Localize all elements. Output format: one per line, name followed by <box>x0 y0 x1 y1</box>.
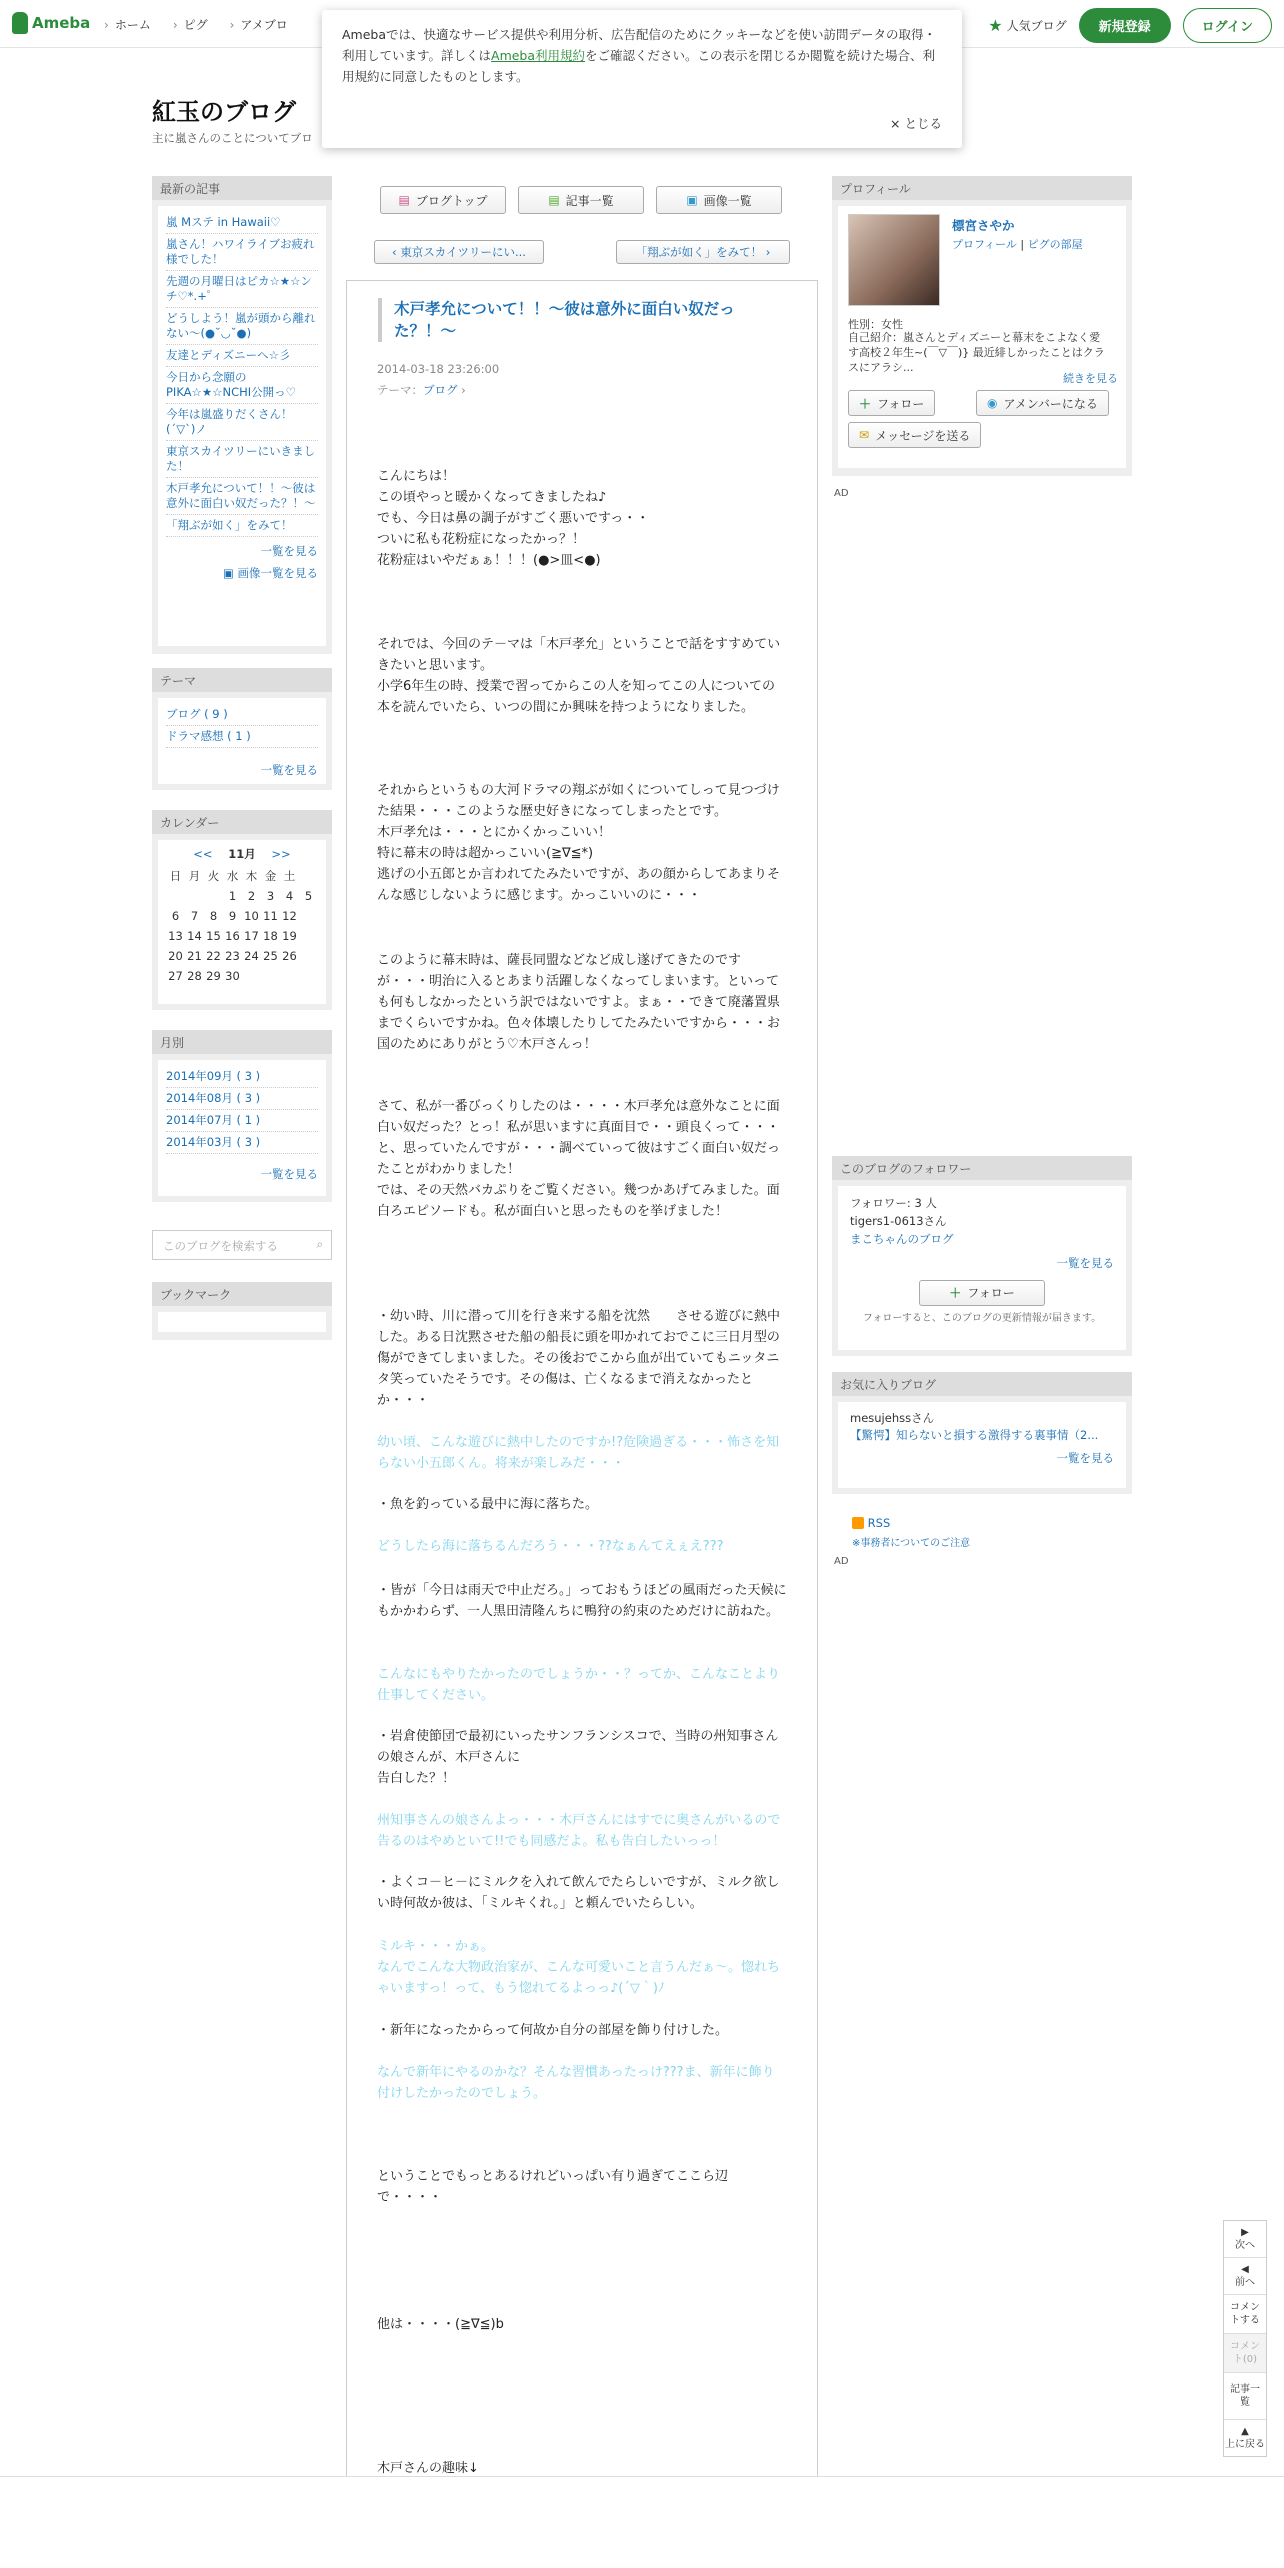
weekday: 火 <box>207 869 220 883</box>
cal-day: 16 <box>225 929 240 943</box>
float-comment-button[interactable]: コメントする <box>1224 2295 1266 2334</box>
month-link[interactable]: 2014年08月 ( 3 ) <box>166 1088 318 1110</box>
cal-day: 12 <box>282 909 297 923</box>
theme-link[interactable]: ブログ ( 9 ) <box>166 704 318 726</box>
article-paragraph: ・よくコ－ヒ－にミルクを入れて飲んでたらしいですが、ミルク欲しい時何故か彼は、「ミルキくれ。」と頼んでいたらしい。 <box>377 1875 780 1911</box>
follower-name: tigers1-0613さん <box>850 1214 947 1228</box>
cal-day <box>204 886 223 906</box>
article-comment: ミルキ・・・かぁ。 なんでこんな大物政治家が、こんな可愛いこと言うんだぁ～。惚れちゃいますっ！って、もう惚れてるよっっ♪(´▽｀)ﾉ <box>377 1939 781 1996</box>
weekday: 水 <box>226 869 239 883</box>
cal-day: 3 <box>266 889 275 903</box>
cal-day: 9 <box>228 909 237 923</box>
ameba-logo-icon <box>12 12 28 34</box>
blog-description: 主に嵐さんのことについてブロ <box>152 131 313 145</box>
follower-blog-link[interactable]: まこちゃんのブログ <box>850 1232 954 1246</box>
nav-links <box>104 16 288 33</box>
rss-label: RSS <box>867 1516 891 1530</box>
profile-box: プロフィール 標宮さやか プロフィール | ピグの部屋 性別：女性 自己紹介：嵐さんとディズニーと幕末をこよなく愛す高校２年生~(￣▽￣)} 最近緋しかったことはクラスにアラシ... 続きを見る ＋ フォロー ◉ アメンバーになる ✉ メッセージを送る <box>832 176 1132 476</box>
followers-heading: このブログのフォロワー <box>832 1156 1132 1180</box>
calendar-prev[interactable]: << <box>193 847 213 861</box>
float-article-list[interactable]: 記事一覧 <box>1224 2373 1266 2420</box>
arrow-up-icon: ▲ <box>1241 2426 1249 2437</box>
profile-more-link[interactable]: 続きを見る <box>1063 372 1118 385</box>
monthly-heading: 月別 <box>152 1030 332 1054</box>
article-comment: なんで新年にやるのかな？そんな習慣あったっけ???ま、新年に飾り付けしたかったのでしょう。 <box>377 2065 775 2101</box>
article-paragraph: ・魚を釣っている最中に海に落ちた。 <box>377 1497 599 1512</box>
prev-article-button[interactable] <box>374 240 544 264</box>
pig-room-link[interactable]: ピグの部屋 <box>1027 238 1083 251</box>
tab-image-list[interactable] <box>656 186 782 214</box>
cal-day: 21 <box>187 949 202 963</box>
cal-day: 1 <box>228 889 237 903</box>
cal-day: 6 <box>171 909 180 923</box>
next-article-button[interactable] <box>616 240 790 264</box>
ad-label: AD <box>834 488 849 499</box>
favorite-user: mesujehssさん <box>850 1411 935 1425</box>
float-next-label: 次へ <box>1235 2240 1255 2251</box>
follow-note: フォローすると、このブログの更新情報が届きます。 <box>862 1313 1102 1324</box>
floating-nav <box>1223 2220 1267 2457</box>
recent-article-link[interactable]: 東京スカイツリーにいきました！ <box>166 441 318 478</box>
message-label: メッセージを送る <box>875 428 971 443</box>
cal-day <box>166 886 185 906</box>
rss-note-link[interactable]: ※事務者についてのご注意 <box>852 1538 971 1549</box>
recent-article-link[interactable]: 嵐さん！ハワイライブお疲れ様でした！ <box>166 234 318 271</box>
calendar-weekdays <box>166 866 318 886</box>
cal-day <box>261 966 280 986</box>
recent-article-link[interactable]: 友達とディズニーへ☆彡 <box>166 345 318 367</box>
nav-right <box>988 8 1272 43</box>
chevron-right-icon: › <box>762 245 771 259</box>
next-article-label: 「翔ぶが如く」をみて！ <box>635 245 763 259</box>
theme-more-link[interactable]: 一覧を見る <box>260 763 318 777</box>
nav-link-ameblo[interactable]: › アメブロ <box>230 16 288 33</box>
weekday: 月 <box>188 869 201 883</box>
month-link[interactable]: 2014年03月 ( 3 ) <box>166 1132 318 1154</box>
tab-article-list[interactable] <box>518 186 644 214</box>
cal-day: 22 <box>206 949 221 963</box>
article-paragraph: さて、私が一番びっくりしたのは・・・・木戸孝允は意外なことに面白い奴だった？とっ！私が思いますに真面目で・・頭良くって・・・と、思っていたんですが・・・調べていって彼はすごく面白い奴だったことがわかりました！ では、その天然バカぷりをご覧ください。幾つかあげてみました。面白ろエピソードも。私が面白いと思ったものを挙げました！ <box>377 1099 781 1219</box>
profile-gender: 性別：女性 <box>848 318 903 331</box>
cal-day: 27 <box>168 969 183 983</box>
popular-blog-link[interactable] <box>988 16 1066 35</box>
profile-name[interactable]: 標宮さやか <box>952 218 1015 233</box>
profile-intro: 自己紹介：嵐さんとディズニーと幕末をこよなく愛す高校２年生~(￣▽￣)} 最近緋しかったことはクラスにアラシ... <box>848 331 1105 374</box>
calendar-box <box>152 810 332 1010</box>
cal-day: 5 <box>304 889 313 903</box>
calendar-month: 11月 <box>228 847 256 861</box>
amember-button[interactable] <box>976 390 1109 416</box>
cal-day: 17 <box>244 929 259 943</box>
cal-day: 25 <box>263 949 278 963</box>
float-prev-label: 前へ <box>1235 2277 1255 2288</box>
cal-day: 24 <box>244 949 259 963</box>
recent-articles-box <box>152 176 332 654</box>
cal-day: 7 <box>190 909 199 923</box>
calendar-heading: カレンダー <box>152 810 332 834</box>
article-paragraph: こんにちは！ この頃やっと暖かくなってきましたね♪ でも、今日は鼻の調子がすごく悪いですっ・・ ついに私も花粉症になったかっ？！ 花粉症はいやだぁぁ！！！(●>皿<●) <box>377 469 650 568</box>
cal-day: 2 <box>247 889 256 903</box>
image-list-icon: ▣ <box>686 193 698 207</box>
float-top-label: 上に戻る <box>1225 2439 1265 2450</box>
cal-day <box>280 966 299 986</box>
float-prev-button[interactable] <box>1224 2258 1266 2295</box>
monthly-archive-box <box>152 1030 332 1202</box>
favorites-heading: お気に入りブログ <box>832 1372 1132 1396</box>
follow-button-2[interactable] <box>919 1280 1045 1306</box>
float-comment-count: コメント(0) <box>1224 2334 1266 2373</box>
plus-icon: ＋ <box>859 396 872 411</box>
cookie-text: Amebaでは、快適なサービス提供や利用分析、広告配信のためにクッキーなどを使い訪問データの取得・利用しています。詳しくは <box>342 27 937 63</box>
article-comment: 幼い頃、こんな遊びに熱中したのですか!?危険過ぎる・・・怖さを知らない小五郎くん。将来が楽しみだ・・・ <box>377 1435 780 1471</box>
cookie-close-button[interactable]: × とじる <box>890 116 942 131</box>
weekday: 木 <box>245 869 258 883</box>
recent-article-link[interactable]: 今年は嵐盛りだくさん！(´▽`)ノ <box>166 404 318 441</box>
article-paragraph: ・幼い時、川に潜って川を行き来する船を沈然 させる遊びに熱中した。ある日沈黙させた船の船長に頭を叩かれておでこに三日月型の傷ができてしまいました。その後おでこから血が出ていてもニッタニタ笑っていたそうです。その傷は、亡くなるまで消えなかったとか・・・ <box>377 1309 781 1408</box>
weekday: 金 <box>264 869 277 883</box>
cookie-text-2: をご確認ください。この表示を閉じるか閲覧を続けた場合、利用規約に同意したものとします。 <box>342 48 936 84</box>
article-paragraph: 他は・・・・(≧∇≦)b <box>377 2317 504 2332</box>
cal-day: 11 <box>263 909 278 923</box>
theme-box <box>152 668 332 790</box>
plus-icon: ＋ <box>949 1286 962 1300</box>
month-link[interactable]: 2014年07月 ( 1 ) <box>166 1110 318 1132</box>
tab-blog-top[interactable] <box>380 186 506 214</box>
image-list-link[interactable] <box>166 565 318 581</box>
favorite-blog-link[interactable]: 【驚愕】知らないと損する激得する裏事情（2... <box>850 1428 1099 1442</box>
month-more-link[interactable]: 一覧を見る <box>260 1167 318 1181</box>
weekday: 日 <box>169 869 182 883</box>
rss-link[interactable] <box>852 1516 890 1530</box>
cal-day: 14 <box>187 929 202 943</box>
recent-more-link[interactable]: 一覧を見る <box>260 544 318 558</box>
cal-day: 20 <box>168 949 183 963</box>
blog-top-icon: ▤ <box>398 193 410 207</box>
profile-link[interactable]: プロフィール <box>952 238 1017 251</box>
recent-articles-heading: 最新の記事 <box>152 176 332 200</box>
cal-day: 8 <box>209 909 218 923</box>
article-paragraph: ということでもっとあるけれどいっぱい有り過ぎてここら辺で・・・・ <box>377 2169 729 2205</box>
followers-more-link[interactable]: 一覧を見る <box>1056 1256 1114 1270</box>
nav-link-home[interactable]: › ホーム <box>104 16 151 33</box>
article-paragraph: それでは、今回のテ－マは「木戸孝允」ということで話をすすめていきたいと思います。 小学6年生の時、授業で習ってからこの人を知ってこの人についての本を読んでいたら、いつの間にか興味を持つようになりました。 <box>377 637 781 715</box>
recent-article-link[interactable]: 「翔ぶが如く」をみて！ <box>166 515 318 537</box>
follow-label: フォロー <box>877 396 925 411</box>
follow-label: フォロー <box>967 1286 1015 1300</box>
cal-day: 18 <box>263 929 278 943</box>
cal-day: 10 <box>244 909 259 923</box>
article-paragraph: このように幕末時は、薩長同盟などなど成し遂げてきたのですが・・・明治に入るとあまり活躍しなくなってしまいます。といっても何もしなかったという訳ではないですよ。まぁ・・できて廃藩置県までくらいですかね。色々体壊したりしてたみたいですから・・・お国のためにありがとう♡木戸さんっ！ <box>377 953 781 1052</box>
bookmark-heading: ブックマーク <box>152 1282 332 1306</box>
article-paragraph: 木戸さんの趣味↓ <box>377 2461 479 2476</box>
float-top-button[interactable] <box>1224 2420 1266 2456</box>
terms-link[interactable]: Ameba利用規約 <box>491 48 586 63</box>
ad-label-2: AD <box>834 1556 849 1567</box>
theme-heading: テーマ <box>152 668 332 692</box>
register-button[interactable]: 新規登録 <box>1079 8 1171 43</box>
image-list-label: 画像一覧を見る <box>237 566 318 580</box>
rss-icon <box>852 1517 864 1529</box>
article-date: 2014-03-18 23:26:00 <box>377 362 500 376</box>
recent-article-link[interactable]: どうしよう！嵐が頭から離れない〜(●˘◡˘●) <box>166 308 318 345</box>
article-paragraph: ・新年になったからって何故か自分の部屋を飾り付けした。 <box>377 2023 729 2038</box>
star-icon: ★ <box>988 16 1003 35</box>
profile-heading: プロフィール <box>832 176 1132 200</box>
article-comment: こんなにもやりたかったのでしょうか・・？ってか、こんなことより仕事してください。 <box>377 1667 781 1703</box>
play-icon: ▶ <box>1241 2227 1249 2238</box>
followers-count: フォロワー: 3 人 <box>850 1196 937 1210</box>
article-theme-link[interactable]: ブログ <box>423 383 458 397</box>
month-link[interactable]: 2014年09月 ( 3 ) <box>166 1066 318 1088</box>
search-placeholder: このブログを検索する <box>163 1239 278 1253</box>
calendar-next[interactable]: >> <box>271 847 291 861</box>
article-paragraph: ・岩倉使節団で最初にいったサンフランシスコで、当時の州知事さんの娘さんが、木戸さんに 告白した？！ <box>377 1729 779 1786</box>
article-comment: どうしたら海に落ちるんだろう・・・??なぁんてえぇえ??? <box>377 1539 724 1554</box>
article-paragraph: それからというもの大河ドラマの翔ぶが如くについてしって見つづけた結果・・・このような歴史好きになってしまったとです。 木戸孝允は・・・とにかくかっこいい！ 特に幕末の時は超かっこいい(≧∇≦*) 逃げの小五郎とか言われてたみたいですが、あの顔からしてあまりそんな感じしないように感じます。かっこいいのに・・・ <box>377 783 781 903</box>
favorites-more-link[interactable]: 一覧を見る <box>1056 1451 1114 1465</box>
cal-day: 4 <box>285 889 294 903</box>
article-title[interactable]: 木戸孝允について！！～彼は意外に面白い奴だった？！～ <box>378 298 750 342</box>
tab-label: ブログトップ <box>415 193 488 208</box>
amember-label: アメンバーになる <box>1003 396 1098 411</box>
float-next-button[interactable] <box>1224 2221 1266 2258</box>
amember-icon: ◉ <box>987 396 998 410</box>
tab-label: 記事一覧 <box>565 193 614 208</box>
cal-day: 13 <box>168 929 183 943</box>
blog-search-input[interactable] <box>152 1230 332 1260</box>
blog-title[interactable]: 紅玉のブログ <box>152 98 296 126</box>
message-button[interactable] <box>848 422 981 448</box>
chevron-left-icon: ‹ <box>392 245 401 259</box>
profile-avatar[interactable] <box>848 214 940 306</box>
nav-link-pigg[interactable]: › ピグ <box>173 16 208 33</box>
followers-box <box>832 1156 1132 1356</box>
cal-day <box>242 966 261 986</box>
recent-article-link[interactable]: 先週の月曜日はピカ☆★☆ンチ♡*.+゜ <box>166 271 318 308</box>
popular-blog-label: 人気ブログ <box>1006 19 1067 33</box>
cal-day: 28 <box>187 969 202 983</box>
search-icon[interactable]: ⌕ <box>316 1237 323 1251</box>
favorite-blogs-box <box>832 1372 1132 1494</box>
recent-article-link[interactable]: 木戸孝允について！！～彼は意外に面白い奴だった？！～ <box>166 478 318 515</box>
ameba-logo[interactable] <box>12 12 90 34</box>
cal-day <box>185 886 204 906</box>
calendar-table <box>166 866 318 986</box>
cookie-banner <box>322 10 962 148</box>
cal-day: 29 <box>206 969 221 983</box>
theme-label: テーマ： <box>377 383 423 397</box>
image-icon: ▣ <box>222 566 234 580</box>
logo-text: Ameba <box>32 14 91 32</box>
recent-article-link[interactable]: 今日から念願のPIKA☆★☆NCHI公開っ♡ <box>166 367 318 404</box>
article-theme: テーマ：ブログ › <box>377 383 466 397</box>
bookmark-box <box>152 1282 332 1340</box>
recent-article-link[interactable]: 嵐 Mステ in Hawaii♡ <box>166 212 318 234</box>
back-icon: ◀ <box>1241 2264 1249 2275</box>
mail-icon: ✉ <box>859 428 870 442</box>
cal-day: 15 <box>206 929 221 943</box>
footer <box>0 2476 1284 2568</box>
weekday: 土 <box>283 869 296 883</box>
cal-day: 23 <box>225 949 240 963</box>
article-paragraph: ・皆が「今日は雨天で中止だろ。」っておもうほどの風雨だった天候にもかかわらず、一人黒田清隆んちに鴨狩の約束のためだけに訪ねた。 <box>377 1583 787 1619</box>
prev-article-label: 東京スカイツリーにい... <box>400 245 526 259</box>
tab-label: 画像一覧 <box>703 193 752 208</box>
follow-button[interactable] <box>848 390 935 416</box>
theme-link[interactable]: ドラマ感想 ( 1 ) <box>166 726 318 748</box>
cal-day: 30 <box>225 969 240 983</box>
article-comment: 州知事さんの娘さんよっ・・・木戸さんにはすでに奥さんがいるので告るのはやめといて!!でも同感だよ。私も告白したいっっ！ <box>377 1813 781 1849</box>
article-list-icon: ▤ <box>548 193 560 207</box>
cal-day: 26 <box>282 949 297 963</box>
cal-day: 19 <box>282 929 297 943</box>
login-button[interactable]: ログイン <box>1183 8 1272 43</box>
